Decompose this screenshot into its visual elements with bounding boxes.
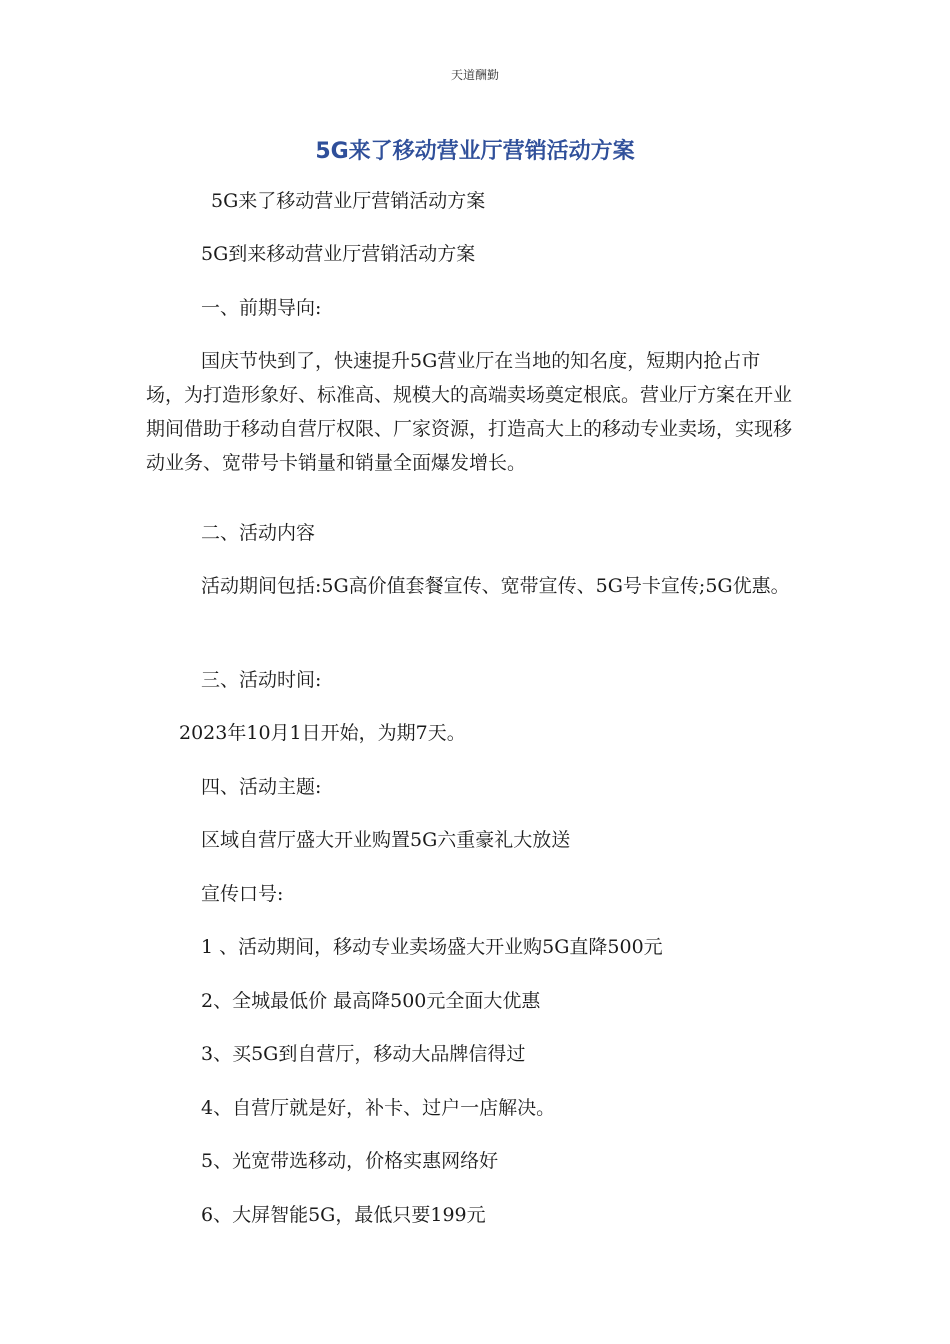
document-title: 5G来了移动营业厅营销活动方案 [315, 139, 635, 164]
slogan-item: 6、大屏智能5G，最低只要199元 [201, 1204, 486, 1226]
section4-heading: 四、活动主题: [201, 776, 322, 798]
paragraph-line1: 5G到来移动营业厅营销活动方案 [201, 243, 476, 265]
slogan-item: 5、光宽带选移动，价格实惠网络好 [201, 1150, 499, 1172]
section3-body: 2023年10月1日开始，为期7天。 [179, 722, 466, 744]
slogan-item: 2、全城最低价 最高降500元全面大优惠 [201, 990, 541, 1012]
slogan-item: 3、买5G到自营厅，移动大品牌信得过 [201, 1043, 526, 1065]
slogan-item: 1 、活动期间，移动专业卖场盛大开业购5G直降500元 [201, 936, 663, 958]
section2-heading: 二、活动内容 [201, 522, 316, 544]
slogan-heading: 宣传口号: [201, 883, 284, 905]
section3-heading: 三、活动时间: [201, 669, 322, 691]
section4-body: 区域自营厅盛大开业购置5G六重豪礼大放送 [201, 829, 571, 851]
section2-body: 活动期间包括:5G高价值套餐宣传、宽带宣传、5G号卡宣传;5G优惠。 [201, 575, 790, 597]
slogan-item: 4、自营厅就是好，补卡、过户一店解决。 [201, 1097, 556, 1119]
section1-body: 国庆节快到了，快速提升5G营业厅在当地的知名度，短期内抢占市场，为打造形象好、标准高、规模大的高端卖场奠定根底。营业厅方案在开业期间借助于移动自营厅权限、厂家资源，打造高大上的移动专业卖场，实现移动业务、宽带号卡销量和销量全面爆发增长。 [146, 350, 793, 474]
section1-heading: 一、前期导向: [201, 297, 322, 319]
page-header: 天道酬勤 [450, 68, 499, 82]
subtitle: 5G来了移动营业厅营销活动方案 [211, 190, 486, 212]
